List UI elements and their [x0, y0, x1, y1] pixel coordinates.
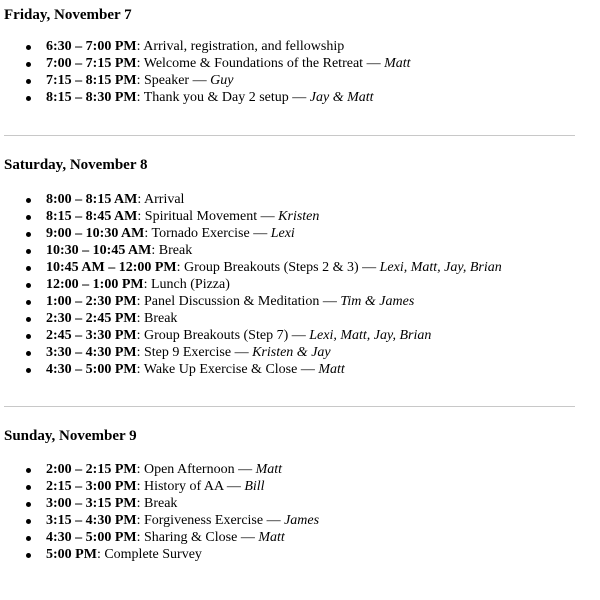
- bullet-icon: [26, 45, 31, 50]
- item-dash: —: [263, 513, 285, 528]
- item-separator: :: [136, 362, 144, 377]
- item-time: 2:15 – 3:00 PM: [46, 479, 137, 494]
- item-separator: :: [144, 226, 152, 241]
- bullet-icon: [26, 215, 31, 220]
- item-dash: —: [288, 90, 310, 105]
- item-time: 3:30 – 4:30 PM: [46, 345, 137, 360]
- item-time: 12:00 – 1:00 PM: [46, 277, 144, 292]
- bullet-icon: [26, 502, 31, 507]
- bullet-icon: [26, 232, 31, 237]
- schedule-item: [0, 191, 502, 208]
- item-title: Lunch (Pizza): [150, 277, 230, 292]
- bullet-icon: [26, 249, 31, 254]
- item-time: 4:30 – 5:00 PM: [46, 362, 137, 377]
- schedule-item: [0, 293, 502, 310]
- item-presenter: Jay & Matt: [309, 90, 374, 105]
- bullet-icon: [26, 266, 31, 271]
- item-separator: :: [136, 513, 144, 528]
- item-title: History of AA: [143, 479, 224, 494]
- item-dash: —: [249, 226, 271, 241]
- item-presenter: Lexi, Matt, Jay, Brian: [379, 260, 502, 275]
- bullet-icon: [26, 468, 31, 473]
- item-separator: :: [136, 345, 144, 360]
- schedule-item: [0, 529, 319, 546]
- bullet-icon: [26, 62, 31, 67]
- schedule-item: [0, 55, 411, 72]
- schedule-item: [0, 89, 411, 106]
- schedule-item: [0, 38, 411, 55]
- item-separator: :: [96, 547, 105, 562]
- section-divider: [4, 406, 575, 407]
- item-time: 6:30 – 7:00 PM: [46, 39, 137, 54]
- item-separator: :: [151, 243, 159, 258]
- item-time: 9:00 – 10:30 AM: [46, 226, 145, 241]
- item-presenter: Matt: [384, 56, 411, 71]
- item-title: Group Breakouts (Steps 2 & 3): [184, 260, 359, 275]
- schedule-item: [0, 72, 411, 89]
- item-presenter: Lexi, Matt, Jay, Brian: [309, 328, 432, 343]
- schedule-item: [0, 310, 502, 327]
- item-title: Tornado Exercise: [151, 226, 250, 241]
- item-title: Welcome & Foundations of the Retreat: [143, 56, 364, 71]
- item-presenter: Matt: [258, 530, 285, 545]
- item-time: 8:00 – 8:15 AM: [46, 192, 138, 207]
- bullet-icon: [26, 553, 31, 558]
- schedule-item: [0, 259, 502, 276]
- item-presenter: Lexi: [270, 226, 295, 241]
- item-presenter: Guy: [210, 73, 234, 88]
- item-separator: :: [136, 311, 144, 326]
- bullet-icon: [26, 198, 31, 203]
- item-title: Complete Survey: [104, 547, 202, 562]
- item-separator: :: [136, 294, 144, 309]
- item-presenter: Tim & James: [340, 294, 415, 309]
- item-title: Break: [158, 243, 193, 258]
- item-separator: :: [136, 328, 144, 343]
- item-time: 4:30 – 5:00 PM: [46, 530, 137, 545]
- item-title: Wake Up Exercise & Close: [143, 362, 298, 377]
- bullet-icon: [26, 536, 31, 541]
- item-presenter: Bill: [244, 479, 265, 494]
- item-title: Open Afternoon: [143, 462, 235, 477]
- item-separator: :: [136, 90, 144, 105]
- bullet-icon: [26, 368, 31, 373]
- schedule-item: [0, 225, 502, 242]
- item-separator: :: [176, 260, 185, 275]
- item-time: 8:15 – 8:30 PM: [46, 90, 137, 105]
- item-time: 1:00 – 2:30 PM: [46, 294, 137, 309]
- item-separator: :: [136, 39, 144, 54]
- item-presenter: Kristen: [278, 209, 320, 224]
- item-title: Speaker: [143, 73, 190, 88]
- schedule-list: [0, 191, 502, 378]
- item-title: Forgiveness Exercise: [143, 513, 264, 528]
- item-separator: :: [137, 192, 145, 207]
- item-dash: —: [223, 479, 245, 494]
- item-time: 5:00 PM: [46, 547, 97, 562]
- item-separator: :: [136, 462, 144, 477]
- item-presenter: Kristen & Jay: [252, 345, 331, 360]
- item-separator: :: [136, 73, 144, 88]
- schedule-item: [0, 276, 502, 293]
- item-time: 7:00 – 7:15 PM: [46, 56, 137, 71]
- item-title: Panel Discussion & Meditation: [143, 294, 320, 309]
- schedule-item: [0, 512, 319, 529]
- item-title: Group Breakouts (Step 7): [143, 328, 289, 343]
- item-separator: :: [136, 479, 144, 494]
- bullet-icon: [26, 351, 31, 356]
- item-presenter: Matt: [318, 362, 345, 377]
- schedule-item: [0, 327, 502, 344]
- item-separator: :: [136, 530, 144, 545]
- item-time: 3:00 – 3:15 PM: [46, 496, 137, 511]
- bullet-icon: [26, 300, 31, 305]
- item-dash: —: [231, 345, 253, 360]
- item-time: 3:15 – 4:30 PM: [46, 513, 137, 528]
- item-title: Arrival: [144, 192, 185, 207]
- item-separator: :: [137, 209, 145, 224]
- item-time: 10:30 – 10:45 AM: [46, 243, 152, 258]
- bullet-icon: [26, 519, 31, 524]
- item-title: Break: [143, 311, 178, 326]
- bullet-icon: [26, 485, 31, 490]
- item-time: 7:15 – 8:15 PM: [46, 73, 137, 88]
- item-presenter: Matt: [255, 462, 283, 477]
- bullet-icon: [26, 96, 31, 101]
- schedule-item: [0, 208, 502, 225]
- section-divider: [4, 135, 575, 136]
- item-dash: —: [237, 530, 259, 545]
- day-heading: Saturday, November 8: [4, 157, 148, 173]
- item-presenter: James: [284, 513, 320, 528]
- item-dash: —: [363, 56, 385, 71]
- item-dash: —: [358, 260, 380, 275]
- schedule-item: [0, 478, 319, 495]
- item-dash: —: [319, 294, 341, 309]
- item-dash: —: [288, 328, 310, 343]
- schedule-item: [0, 546, 319, 563]
- item-dash: —: [189, 73, 211, 88]
- schedule-list: [0, 461, 319, 563]
- item-title: Sharing & Close: [143, 530, 238, 545]
- day-heading: Sunday, November 9: [4, 428, 137, 444]
- schedule-item: [0, 242, 502, 259]
- item-title: Spiritual Movement: [144, 209, 258, 224]
- schedule-item: [0, 344, 502, 361]
- item-separator: :: [136, 56, 144, 71]
- schedule-item: [0, 361, 502, 378]
- item-title: Break: [143, 496, 178, 511]
- item-separator: :: [136, 496, 144, 511]
- item-time: 2:30 – 2:45 PM: [46, 311, 137, 326]
- item-title: Thank you & Day 2 setup: [143, 90, 289, 105]
- item-title: Arrival, registration, and fellowship: [143, 39, 345, 54]
- schedule-item: [0, 495, 319, 512]
- item-title: Step 9 Exercise: [143, 345, 232, 360]
- bullet-icon: [26, 79, 31, 84]
- item-dash: —: [234, 462, 256, 477]
- item-time: 2:00 – 2:15 PM: [46, 462, 137, 477]
- bullet-icon: [26, 334, 31, 339]
- item-time: 8:15 – 8:45 AM: [46, 209, 138, 224]
- bullet-icon: [26, 317, 31, 322]
- schedule-list: [0, 38, 411, 106]
- item-time: 2:45 – 3:30 PM: [46, 328, 137, 343]
- item-dash: —: [297, 362, 319, 377]
- item-dash: —: [257, 209, 279, 224]
- day-heading: Friday, November 7: [4, 7, 132, 23]
- schedule-item: [0, 461, 319, 478]
- item-time: 10:45 AM – 12:00 PM: [46, 260, 177, 275]
- bullet-icon: [26, 283, 31, 288]
- item-separator: :: [143, 277, 151, 292]
